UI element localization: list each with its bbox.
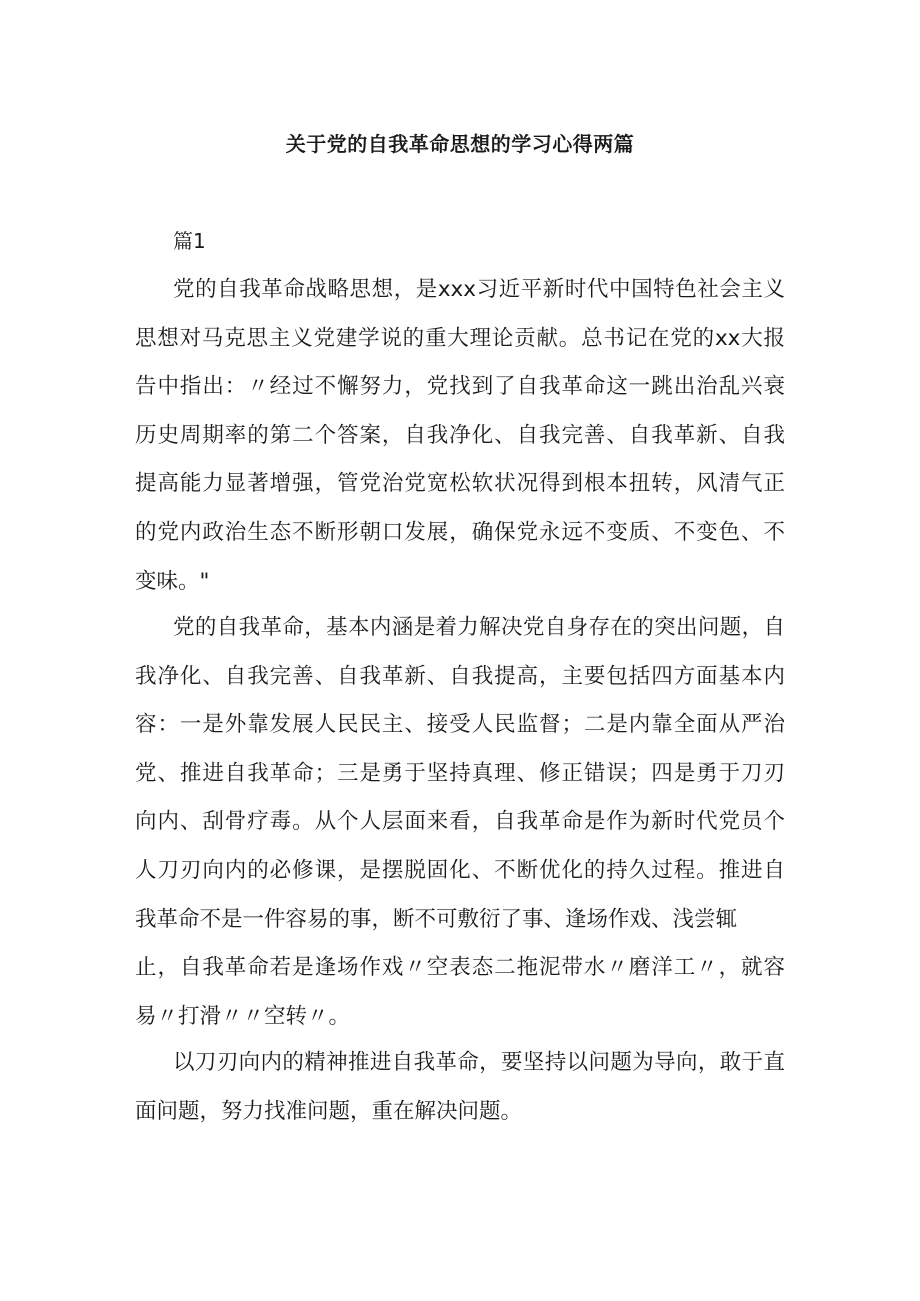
document-title: 关于党的自我革命思想的学习心得两篇 — [285, 132, 635, 156]
paragraph-2 — [135, 604, 785, 1041]
paragraph-3 — [135, 1039, 785, 1136]
paragraph-line: 党的自我革命战略思想，是xxx习近平新时代中国特色社会主义 — [173, 277, 785, 302]
paragraph-line: 我革命不是一件容易的事，断不可敷衍了事、逢场作戏、浅尝辄 — [135, 906, 738, 932]
paragraph-line: 提高能力显著增强，管党治党宽松软状况得到根本扭转，风清气正 — [135, 471, 785, 497]
paragraph-1 — [135, 266, 785, 606]
paragraph-line: 思想对马克思主义党建学说的重大理论贡献。总书记在党的xx大报 — [135, 325, 785, 351]
paragraph-line: 面问题，努力找准问题，重在解决问题。 — [135, 1098, 523, 1124]
paragraph-line: 的党内政治生态不断形朝口发展，确保党永远不变质、不变色、不 — [135, 519, 785, 545]
paragraph-line: 党的自我革命，基本内涵是着力解决党自身存在的突出问题，自 — [173, 615, 785, 640]
paragraph-line: 向内、刮骨疗毒。从个人层面来看，自我革命是作为新时代党员个 — [135, 809, 785, 835]
paragraph-line: 容：一是外靠发展人民民主、接受人民监督；二是内靠全面从严治 — [135, 712, 785, 738]
paragraph-line: 告中指出：〃经过不懈努力，党找到了自我革命这一跳出治乱兴衰 — [135, 374, 785, 400]
paragraph-line: 历史周期率的第二个答案，自我净化、自我完善、自我革新、自我 — [135, 422, 785, 448]
section-label: 篇1 — [173, 229, 206, 253]
paragraph-line: 易〃打滑〃〃空转〃。 — [135, 1003, 351, 1029]
paragraph-line: 以刀刃向内的精神推进自我革命，要坚持以问题为导向，敢于直 — [173, 1050, 785, 1075]
paragraph-line: 我净化、自我完善、自我革新、自我提高，主要包括四方面基本内 — [135, 663, 785, 689]
paragraph-line: 变味。" — [135, 568, 210, 594]
paragraph-line: 党、推进自我革命；三是勇于坚持真理、修正错误；四是勇于刀刃 — [135, 760, 785, 786]
paragraph-line: 人刀刃向内的必修课，是摆脱固化、不断优化的持久过程。推进自 — [135, 857, 785, 883]
paragraph-line: 止，自我革命若是逢场作戏〃空表态二拖泥带水〃磨洋工〃，就容 — [135, 955, 785, 981]
